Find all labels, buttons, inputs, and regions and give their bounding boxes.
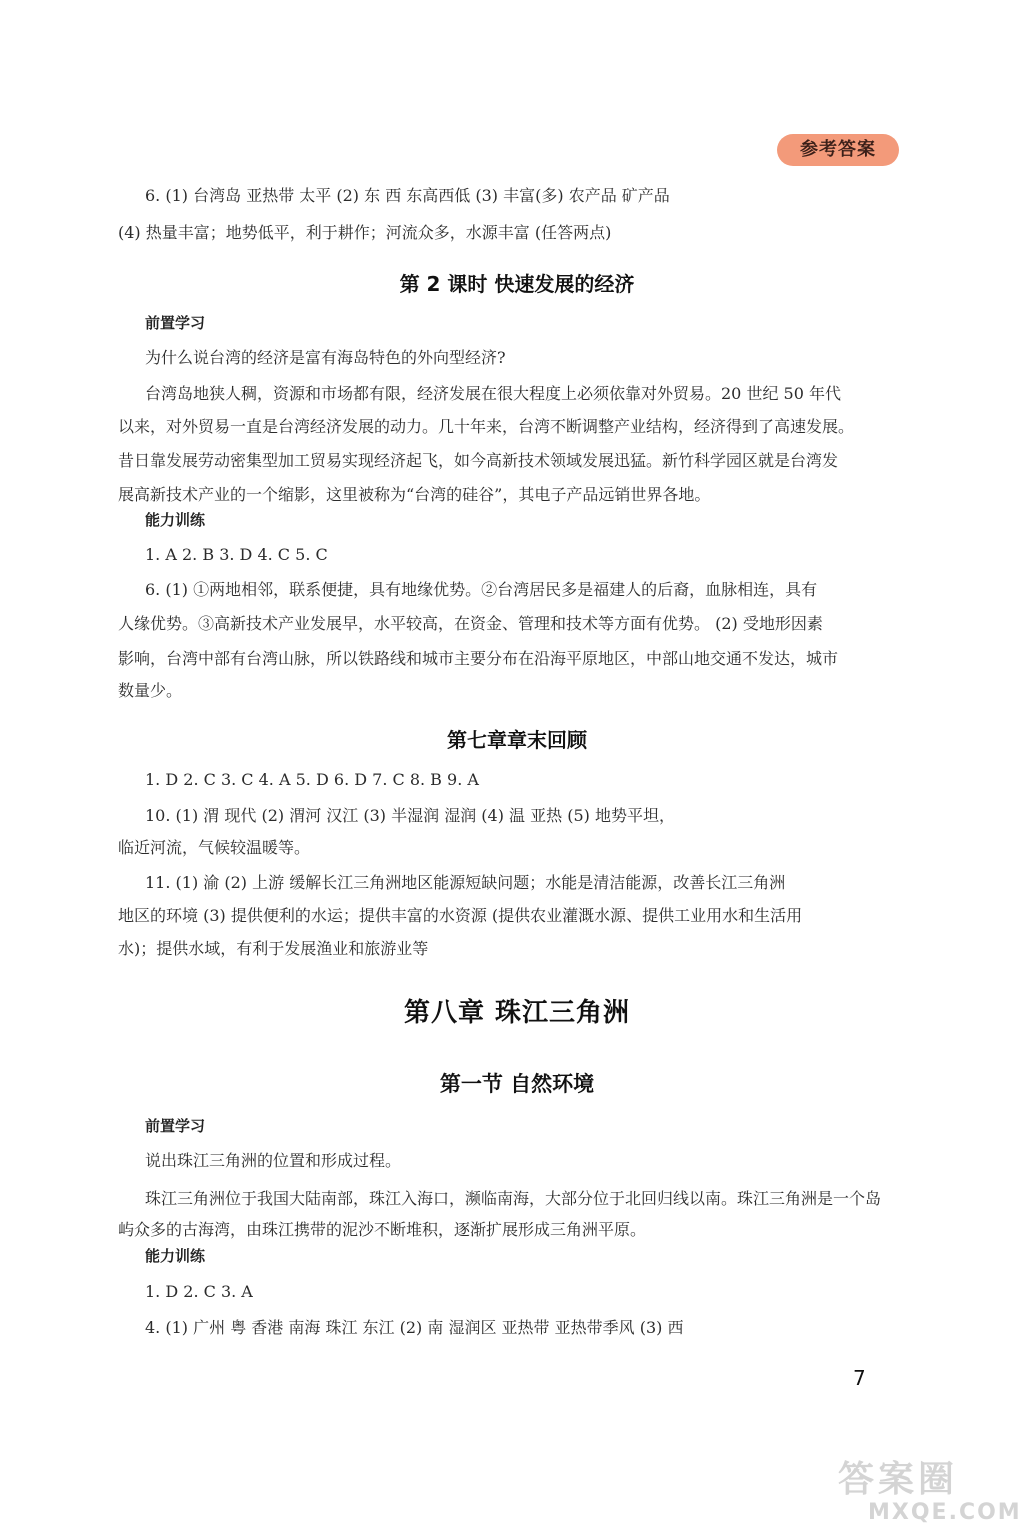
- section-heading-preview: 前置学习: [145, 314, 206, 332]
- lesson-title: 第 2 课时 快速发展的经济: [399, 272, 635, 296]
- chapter-review-title: 第七章章末回顾: [447, 728, 587, 752]
- answer-line: 6. (1) ①两地相邻，联系便捷，具有地缘优势。②台湾居民多是福建人的后裔，血脉相连，具有: [145, 580, 818, 599]
- paragraph-line: 展高新技术产业的一个缩影，这里被称为“台湾的硅谷”，其电子产品远销世界各地。: [118, 485, 711, 504]
- answer-line: 数量少。: [118, 681, 183, 700]
- answer-line: 6. (1) 台湾岛 亚热带 太平 (2) 东 西 东高西低 (3) 丰富(多) 农产品 矿产品: [145, 186, 670, 205]
- answer-line: 10. (1) 渭 现代 (2) 渭河 汉江 (3) 半湿润 湿润 (4) 温 亚热 (5) 地势平坦，: [145, 806, 675, 825]
- answer-line: 11. (1) 渝 (2) 上游 缓解长江三角洲地区能源短缺问题；水能是清洁能源，改善长江三角洲: [145, 873, 786, 892]
- paragraph-line: 屿众多的古海湾，由珠江携带的泥沙不断堆积，逐渐扩展形成三角洲平原。: [118, 1220, 647, 1239]
- answer-line: 人缘优势。③高新技术产业发展早，水平较高，在资金、管理和技术等方面有优势。 (2) 受地形因素: [118, 614, 823, 633]
- multiple-choice-answers: 1. A 2. B 3. D 4. C 5. C: [145, 545, 328, 564]
- answer-line: (4) 热量丰富；地势低平，利于耕作；河流众多，水源丰富 (任答两点): [118, 223, 612, 242]
- paragraph-line: 以来，对外贸易一直是台湾经济发展的动力。几十年来，台湾不断调整产业结构，经济得到了高速发展。: [118, 417, 855, 436]
- answer-line: 4. (1) 广州 粤 香港 南海 珠江 东江 (2) 南 湿润区 亚热带 亚热带季风 (3) 西: [145, 1318, 684, 1337]
- chapter-title: 第八章 珠江三角洲: [403, 998, 631, 1028]
- page-number: 7: [853, 1366, 866, 1390]
- section-title: 第一节 自然环境: [439, 1072, 595, 1096]
- watermark-logo: [838, 1460, 1028, 1530]
- multiple-choice-answers: 1. D 2. C 3. A: [145, 1282, 253, 1301]
- question-line: 为什么说台湾的经济是富有海岛特色的外向型经济?: [145, 348, 506, 367]
- paragraph-line: 昔日靠发展劳动密集型加工贸易实现经济起飞，如今高新技术领域发展迅猛。新竹科学园区就是台湾发: [118, 451, 839, 470]
- answer-key-badge: 参考答案: [777, 134, 899, 166]
- watermark-text: 答案圈: [838, 1459, 959, 1500]
- answer-line: 水)；提供水域，有利于发展渔业和旅游业等: [118, 939, 429, 958]
- question-line: 说出珠江三角洲的位置和形成过程。: [145, 1151, 402, 1170]
- multiple-choice-answers: 1. D 2. C 3. C 4. A 5. D 6. D 7. C 8. B 9. A: [145, 770, 479, 789]
- section-heading-practice: 能力训练: [145, 1247, 206, 1265]
- answer-line: 地区的环境 (3) 提供便利的水运；提供丰富的水资源 (提供农业灌溉水源、提供工业用水和生活用: [118, 906, 803, 925]
- paragraph-line: 珠江三角洲位于我国大陆南部，珠江入海口，濒临南海，大部分位于北回归线以南。珠江三角洲是一个岛: [145, 1189, 882, 1208]
- section-heading-practice: 能力训练: [145, 511, 206, 529]
- paragraph-line: 台湾岛地狭人稠，资源和市场都有限，经济发展在很大程度上必须依靠对外贸易。20 世纪 50 年代: [145, 384, 841, 403]
- section-heading-preview: 前置学习: [145, 1117, 206, 1135]
- answer-line: 临近河流，气候较温暖等。: [118, 838, 311, 857]
- answer-line: 影响，台湾中部有台湾山脉，所以铁路线和城市主要分布在沿海平原地区，中部山地交通不发达，城市: [118, 649, 839, 668]
- watermark-url: MXQE.COM: [868, 1500, 1022, 1525]
